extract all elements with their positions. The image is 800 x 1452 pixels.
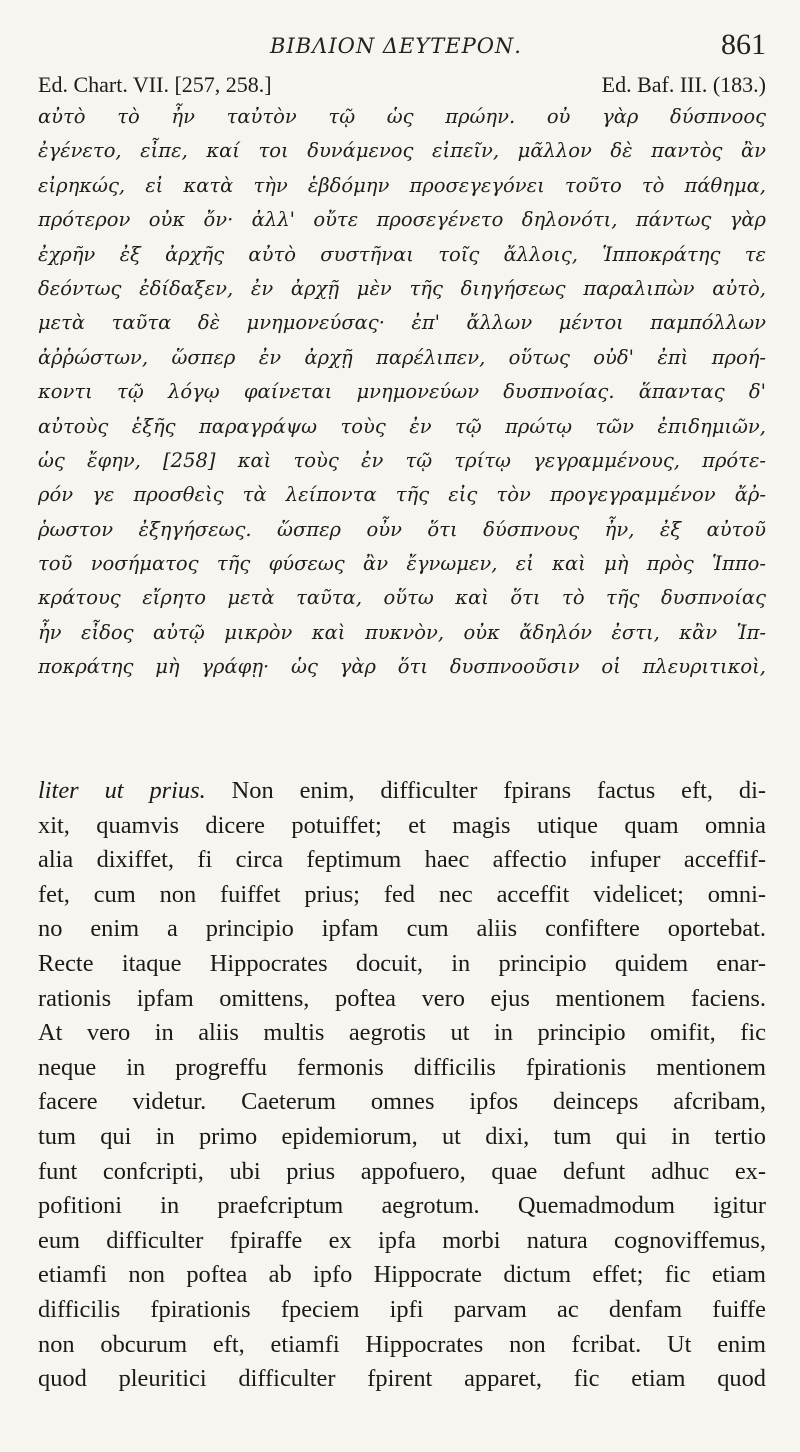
latin-continuation-italic: liter ut prius. (38, 777, 206, 804)
edition-reference-line (38, 72, 766, 102)
greek-line: μετὰ ταῦτα δὲ μνημονεύσας· ἐπ' ἄλλων μέντοι παμπόλλων (38, 311, 766, 335)
latin-line: xit, quamvis dicere potuiffet; et magis utique quam omnia (38, 811, 766, 839)
latin-line: pofitioni in praefcriptum aegrotum. Quemadmodum igitur (38, 1192, 766, 1220)
latin-line: funt confcripti, ubi prius appofuero, quae defunt adhuc ex- (38, 1157, 766, 1185)
edition-basel-reference: Ed. Baf. III. (183.) (601, 72, 766, 97)
greek-line: ἀῤῥώστων, ὥσπερ ἐν ἀρχῇ παρέλιπεν, οὕτως οὐδ' ἐπὶ προή- (38, 345, 766, 369)
greek-line: αὐτοὺς ἑξῆς παραγράψω τοὺς ἐν τῷ πρώτῳ τῶν ἐπιδημιῶν, (38, 414, 766, 438)
greek-line: δεόντως ἐδίδαξεν, ἐν ἀρχῇ μὲν τῆς διηγήσεως παραλιπὼν αὐτὸ, (38, 276, 766, 300)
latin-line: neque in progreffu fermonis difficilis fpirationis mentionem (38, 1053, 766, 1081)
greek-line: ὡς ἔφην, [258] καὶ τοὺς ἐν τῷ τρίτῳ γεγραμμένους, πρότε- (38, 448, 766, 472)
latin-line: Recte itaque Hippocrates docuit, in principio quidem enar- (38, 949, 766, 977)
greek-text-block (38, 100, 766, 685)
greek-line: ῥωστον ἐξηγήσεως. ὥσπερ οὖν ὅτι δύσπνους ἦν, ἐξ αὐτοῦ (38, 517, 766, 541)
latin-line: At vero in aliis multis aegrotis ut in principio omifit, fic (38, 1019, 766, 1047)
page-number: 861 (721, 28, 766, 61)
latin-first-line (38, 774, 766, 809)
greek-line: ποκράτης μὴ γράφῃ· ὡς γὰρ ὅτι δυσπνοοῦσιν οἱ πλευριτικοὶ, (38, 655, 766, 679)
greek-line: ἐγένετο, εἶπε, καί τοι δυνάμενος εἰπεῖν, μᾶλλον δὲ παντὸς ἂν (38, 139, 766, 163)
greek-line: ρόν γε προσθεὶς τὰ λείποντα τῆς εἰς τὸν προγεγραμμένον ἄῤ- (38, 483, 766, 507)
running-head (0, 26, 800, 66)
latin-line: difficilis fpirationis fpeciem ipfi parvam ac denfam fuiffe (38, 1295, 766, 1323)
greek-line: κοντι τῷ λόγῳ φαίνεται μνημονεύων δυσπνοίας. ἅπαντας δ' (38, 380, 766, 404)
greek-line: κράτους εἴρητο μετὰ ταῦτα, οὕτω καὶ ὅτι τὸ τῆς δυσπνοίας (38, 586, 766, 610)
latin-line: facere videtur. Caeterum omnes ipfos deinceps afcribam, (38, 1088, 766, 1116)
greek-line: αὐτὸ τὸ ἦν ταὐτὸν τῷ ὡς πρώην. οὐ γὰρ δύσπνοος (38, 105, 766, 128)
greek-line: πρότερον οὐκ ὄν· ἀλλ' οὔτε προσεγένετο δηλονότι, πάντως γὰρ (38, 208, 766, 232)
latin-line: no enim a principio ipfam cum aliis confiftere oportebat. (38, 915, 766, 943)
latin-line: non obcurum eft, etiamfi Hippocrates non fcribat. Ut enim (38, 1330, 766, 1358)
latin-line: eum difficulter fpiraffe ex ipfa morbi natura cognoviffemus, (38, 1226, 766, 1254)
latin-line: fet, cum non fuiffet prius; fed nec acceffit videlicet; omni- (38, 880, 766, 908)
greek-line: ἦν εἶδος αὐτῷ μικρὸν καὶ πυκνὸν, οὐκ ἄδηλόν ἐστι, κἂν Ἱπ- (38, 620, 766, 644)
latin-text-block (38, 774, 766, 1397)
latin-line: alia dixiffet, fi circa feptimum haec affectio infuper acceffif- (38, 846, 766, 874)
latin-first-line-text: Non enim, difficulter fpirans factus eft, di- (231, 777, 766, 804)
running-title: ΒΙΒΛΙΟΝ ΔΕΥΤΕΡΟΝ. (270, 34, 522, 58)
greek-line: τοῦ νοσήματος τῆς φύσεως ἂν ἔγνωμεν, εἰ καὶ μὴ πρὸς Ἱππο- (38, 552, 766, 576)
edition-chart-reference: Ed. Chart. VII. [257, 258.] (38, 72, 272, 97)
latin-line: quod pleuritici difficulter fpirent apparet, fic etiam quod (38, 1365, 766, 1393)
latin-line: rationis ipfam omittens, poftea vero ejus mentionem faciens. (38, 984, 766, 1012)
greek-line: ἐχρῆν ἐξ ἀρχῆς αὐτὸ συστῆναι τοῖς ἄλλοις, Ἱπποκράτης τε (38, 242, 766, 266)
greek-line: εἰρηκώς, εἰ κατὰ τὴν ἑβδόμην προσεγεγόνει τοῦτο τὸ πάθημα, (38, 173, 766, 197)
latin-line: tum qui in primo epidemiorum, ut dixi, tum qui in tertio (38, 1122, 766, 1150)
latin-line: etiamfi non poftea ab ipfo Hippocrate dictum effet; fic etiam (38, 1261, 766, 1289)
